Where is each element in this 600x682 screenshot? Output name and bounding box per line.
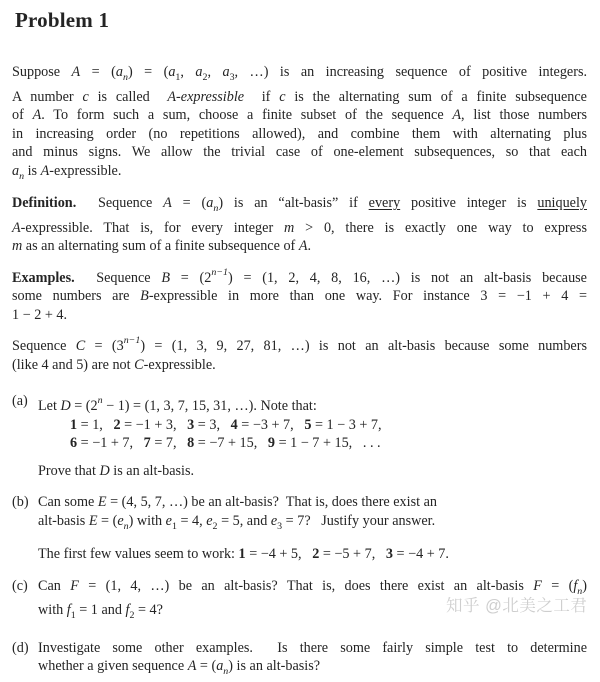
text-segment: A	[452, 107, 462, 124]
list-item	[12, 493, 587, 564]
text-line: some numbers are B-expressible in more than one way. For instance 3 = −1 + 4 =	[12, 288, 587, 305]
text-line: Definition. Sequence $A = (a_n)$ is an “alt-basis” if every positive integer is uniquely	[12, 195, 587, 215]
text-segment: a	[222, 64, 230, 80]
text-segment: Examples.	[12, 269, 75, 286]
page-title: Problem 1	[15, 8, 110, 32]
text-segment: n	[122, 72, 128, 84]
text-segment: 1	[70, 416, 78, 433]
text-segment: C	[75, 338, 86, 355]
text-segment: A	[12, 219, 21, 236]
text-segment: e	[117, 512, 124, 529]
text-segment: 2	[129, 610, 135, 622]
text-line: Can some E = (4, 5, 7, …) be an alt-basis? That is, does there exist an	[38, 494, 437, 511]
text-segment: n−1	[123, 335, 141, 347]
item-label: (d)	[12, 639, 29, 656]
text-segment: a	[168, 64, 176, 80]
text-segment: 1	[70, 610, 76, 622]
text-segment: 4	[230, 416, 238, 433]
item-label: (b)	[12, 494, 29, 511]
text-segment: C	[134, 356, 144, 373]
text-segment: 3	[229, 72, 235, 84]
text-line: Investigate some other examples. Is there some fairly simple test to determine	[38, 639, 587, 656]
text-line: Examples. Sequence $B = (2^{n-1}) = (1$, 2, 4, 8, 16, …) is not an alt-basis because	[12, 266, 587, 286]
text-line: whether a given sequence $A = (a_n)$ is an alt-basis?	[38, 658, 321, 678]
text-segment: 6	[70, 435, 78, 452]
text-segment: A-expressible	[167, 88, 245, 105]
text-segment: n	[123, 520, 129, 532]
text-segment: every	[368, 195, 401, 212]
text-segment: D	[99, 462, 110, 479]
item-label: (c)	[12, 577, 28, 594]
text-line: Can F = (1, 4, …) be an alt-basis? That is, does there exist an alt-basis $F = (f_n)$	[38, 577, 587, 597]
text-segment: n	[97, 395, 103, 407]
list-item	[12, 392, 587, 480]
text-segment: 3	[385, 546, 393, 563]
list-item	[12, 639, 587, 682]
text-segment: 2	[212, 520, 218, 532]
text-segment: n	[223, 666, 229, 678]
text-segment: m	[12, 238, 23, 255]
text-segment: n−1	[211, 266, 228, 278]
text-line: A-expressible. That is, for every integer m > 0, there is exactly one way to express	[12, 219, 587, 236]
text-line: in increasing order (no repetitions allowed), and combine them with alternating plus	[12, 125, 587, 142]
text-segment: F	[70, 577, 79, 594]
text-segment: A	[163, 195, 172, 212]
text-segment: A	[40, 162, 50, 179]
text-segment: 8	[187, 435, 195, 452]
text-segment: Definition.	[12, 195, 77, 212]
text-segment: 1	[175, 72, 181, 84]
text-segment: e	[270, 512, 278, 529]
text-segment: uniquely	[537, 195, 587, 212]
text-segment: A	[71, 64, 81, 80]
text-segment: f	[66, 602, 71, 619]
watermark: 知乎 @北美之工君	[446, 597, 588, 615]
text-segment: D	[60, 398, 71, 415]
item-label: (a)	[12, 393, 28, 410]
text-line: of A. To form such a sum, choose a finite subset of the sequence A, list those numbers	[12, 107, 587, 124]
text-line: alt-basis $E = (e_n)$ with $e_1 = 4$, $e_2 = 5$, and $e_3 = 7$? Justify your answer.	[38, 512, 436, 532]
text-line: m as an alternating sum of a finite subsequence of A.	[12, 238, 312, 255]
text-segment: 2	[202, 72, 208, 84]
text-segment: B	[161, 269, 170, 286]
text-segment: 5	[304, 416, 312, 433]
text-segment: 3	[277, 520, 283, 532]
text-segment: 2	[312, 546, 320, 563]
paragraph	[12, 332, 587, 374]
text-segment: f	[125, 602, 130, 619]
text-segment: e	[206, 512, 213, 529]
text-segment: E	[97, 494, 107, 511]
text-segment: 2	[113, 416, 121, 433]
text-line: 1 − 2 + 4.	[12, 306, 68, 323]
paragraph	[12, 194, 587, 256]
paragraph	[12, 264, 587, 325]
text-segment: e	[165, 512, 172, 529]
text-line: $a_n$ is A-expressible.	[12, 162, 122, 182]
text-line: Sequence $C = (3^{n-1}) = (1$, 3, 9, 27, 81, …) is not an alt-basis because some numbers	[12, 335, 587, 355]
text-segment: 1	[171, 520, 177, 532]
text-segment: a	[195, 64, 203, 80]
text-segment: m	[284, 219, 295, 236]
text-line: A number c is called A-expressible if c is the alternating sum of a finite subsequence	[12, 88, 587, 105]
text-segment: c	[279, 88, 286, 105]
text-segment: a	[216, 658, 224, 675]
text-segment: 1	[238, 546, 246, 563]
text-segment: 3	[187, 416, 195, 433]
equation-line: 1 = 1, 2 = −1 + 3, 3 = 3, 4 = −3 + 7, 5 = 1 − 3 + 7,	[70, 416, 382, 433]
text-segment: a	[206, 195, 214, 212]
equation-line: 6 = −1 + 7, 7 = 7, 8 = −7 + 15, 9 = 1 − 7 + 15, . . .	[70, 435, 381, 452]
text-segment: f	[573, 577, 578, 594]
document-content	[12, 63, 587, 682]
text-line: with $f_1 = 1$ and $f_2 = 4$?	[38, 602, 163, 622]
text-segment: c	[82, 88, 89, 105]
text-segment: n	[213, 203, 219, 215]
text-segment: E	[88, 512, 98, 529]
text-segment: A	[32, 107, 42, 124]
text-segment: a	[115, 64, 123, 80]
text-segment: 7	[143, 435, 151, 452]
text-segment: A	[298, 238, 308, 255]
text-line: Prove that D is an alt-basis.	[38, 462, 195, 479]
text-line: The first few values seem to work: 1 = −4 + 5, 2 = −5 + 7, 3 = −4 + 7.	[38, 546, 449, 563]
text-line: (like 4 and 5) are not C-expressible.	[12, 356, 216, 373]
text-line: Let $D = (2^n - 1) = (1$, 3, 7, 15, 31, …). Note that:	[38, 395, 317, 415]
text-segment: A	[187, 658, 197, 675]
text-segment: n	[577, 585, 583, 597]
text-line: and minus signs. We allow the trivial case of one-element subsequences, so that each	[12, 144, 587, 161]
text-line: Suppose $A = (a_n) = (a_1$, $a_2$, $a_3$, …) is an increasing sequence of positive integers.	[12, 64, 588, 84]
text-segment: n	[19, 170, 25, 182]
paragraph	[12, 63, 587, 186]
text-segment: a	[12, 162, 20, 179]
text-segment: F	[533, 577, 542, 594]
text-segment: 9	[267, 435, 276, 452]
text-segment: B	[140, 288, 149, 305]
